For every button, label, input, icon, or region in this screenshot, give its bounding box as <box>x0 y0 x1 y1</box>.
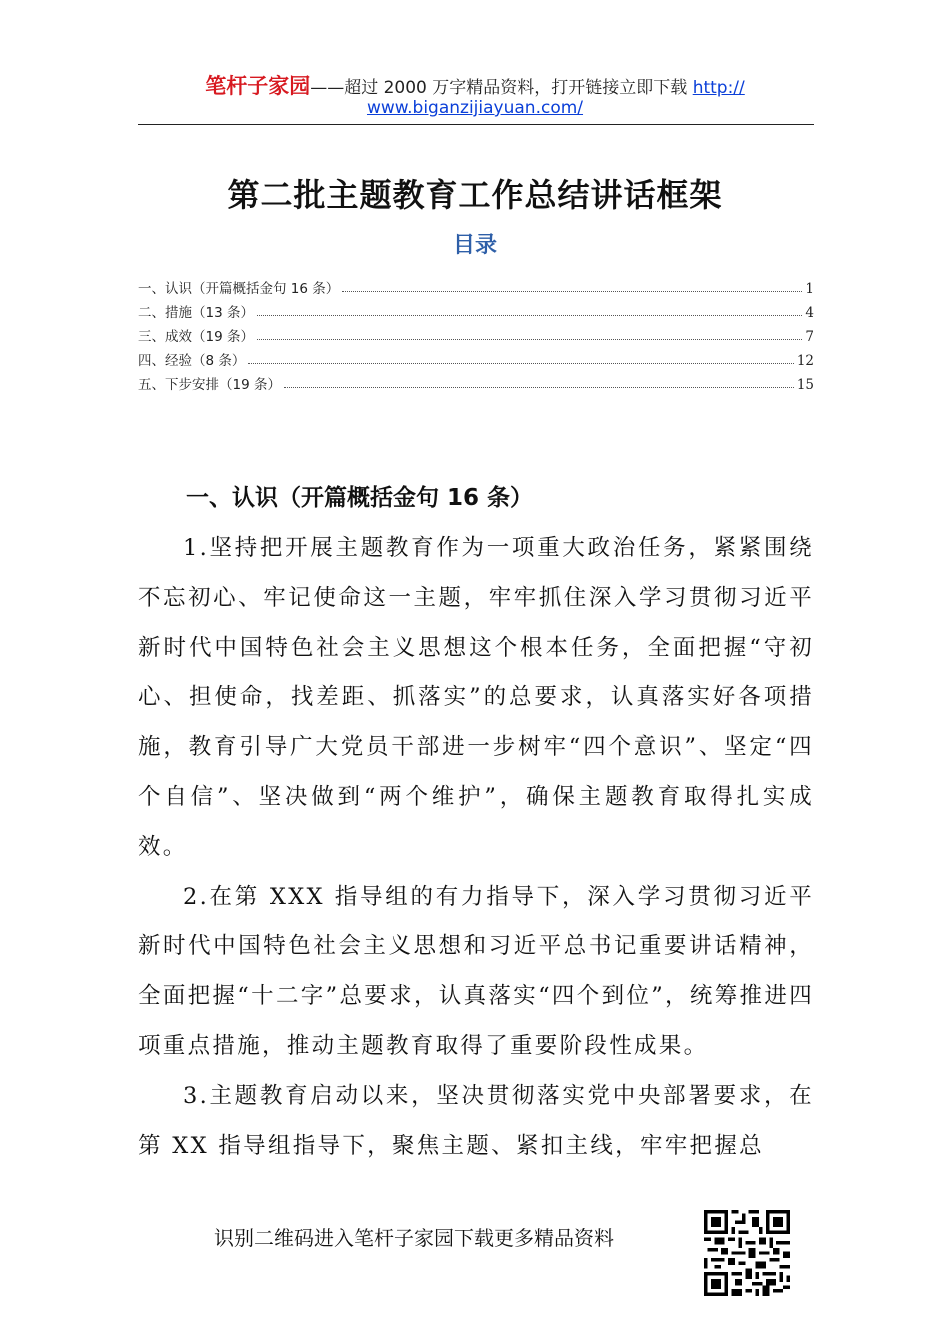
paragraph-1: 1.坚持把开展主题教育作为一项重大政治任务，紧紧围绕不忘初心、牢记使命这一主题，牢牢抓住深入学习贯彻习近平新时代中国特色社会主义思想这个根本任务，全面把握“守初心、担使命，找差距、抓落实”的总要求，认真落实好各项措施，教育引导广大党员干部进一步树牢“四个意识”、坚定“四个自信”、坚决做到“两个维护”，确保主题教育取得扎实成效。 <box>138 535 814 860</box>
paragraph-3: 3.主题教育启动以来，坚决贯彻落实党中央部署要求，在第 XX 指导组指导下，聚焦主题、紧扣主线，牢牢把握总 <box>138 1082 814 1159</box>
header-divider <box>138 124 814 125</box>
toc-page-number: 15 <box>796 377 814 393</box>
toc-leader-dots <box>342 291 802 292</box>
toc-leader-dots <box>284 387 794 388</box>
toc-entry-label: 五、下步安排（19 条） <box>138 377 281 393</box>
header-banner <box>0 70 950 100</box>
toc-entry-label: 三、成效（19 条） <box>138 329 254 345</box>
section-heading: 一、认识（开篇概括金句 16 条） <box>186 485 534 511</box>
toc-page-number: 4 <box>805 305 814 321</box>
header-tagline: ——超过 2000 万字精品资料，打开链接立即下载 <box>310 78 693 98</box>
toc-page-number: 7 <box>805 329 814 345</box>
table-of-contents <box>138 273 814 393</box>
toc-entry-2[interactable] <box>138 297 814 321</box>
document-title: 第二批主题教育工作总结讲话框架 <box>227 176 723 214</box>
toc-leader-dots <box>257 315 802 316</box>
toc-entry-label: 一、认识（开篇概括金句 16 条） <box>138 281 340 297</box>
toc-heading: 目录 <box>452 233 497 258</box>
toc-entry-4[interactable] <box>138 345 814 369</box>
toc-entry-label: 四、经验（8 条） <box>138 353 246 369</box>
toc-entry-3[interactable] <box>138 321 814 345</box>
header-link-line <box>0 98 950 118</box>
download-link-part1[interactable]: http:// <box>692 78 745 98</box>
section-body <box>138 524 814 1171</box>
brand-name: 笔杆子家园 <box>205 74 311 98</box>
qr-code-icon[interactable] <box>704 1210 790 1296</box>
toc-leader-dots <box>248 363 793 364</box>
footer-text: 识别二维码进入笔杆子家园下载更多精品资料 <box>214 1226 614 1250</box>
toc-page-number: 12 <box>796 353 814 369</box>
toc-page-number: 1 <box>805 281 814 297</box>
toc-leader-dots <box>257 339 802 340</box>
toc-entry-5[interactable] <box>138 369 814 393</box>
download-link-part2[interactable]: www.biganzijiayuan.com/ <box>366 98 584 118</box>
paragraph-2: 2.在第 XXX 指导组的有力指导下，深入学习贯彻习近平新时代中国特色社会主义思想和习近平总书记重要讲话精神，全面把握“十二字”总要求，认真落实“四个到位”，统筹推进四项重点措施，推动主题教育取得了重要阶段性成果。 <box>138 883 814 1059</box>
toc-entry-label: 二、措施（13 条） <box>138 305 254 321</box>
toc-entry-1[interactable] <box>138 273 814 297</box>
